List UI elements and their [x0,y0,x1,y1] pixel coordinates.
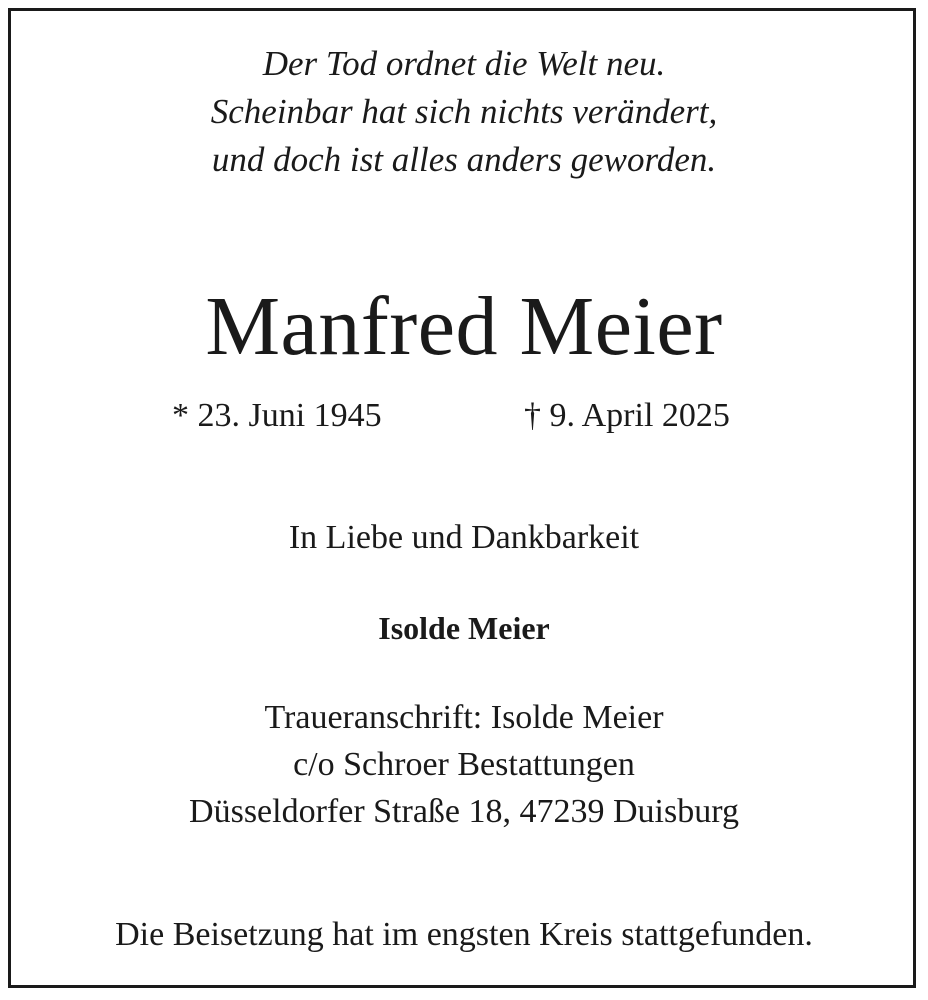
poem-line-2: Scheinbar hat sich nichts verändert, [210,92,718,131]
deceased-name: Manfred Meier [205,280,723,373]
dedication-text: In Liebe und Dankbarkeit [288,519,640,556]
birth-date: * 23. Juni 1945 [172,397,382,434]
address-line-1: Traueranschrift: Isolde Meier [264,699,664,736]
address-line-3: Düsseldorfer Straße 18, 47239 Duisburg [189,793,739,830]
funeral-note: Die Beisetzung hat im engsten Kreis stattgefunden. [115,916,813,953]
death-date: † 9. April 2025 [524,397,730,434]
address-line-2: c/o Schroer Bestattungen [293,746,635,783]
mourner-name: Isolde Meier [378,610,550,646]
poem-line-1: Der Tod ordnet die Welt neu. [262,44,666,83]
poem-line-3: und doch ist alles anders geworden. [211,140,717,179]
